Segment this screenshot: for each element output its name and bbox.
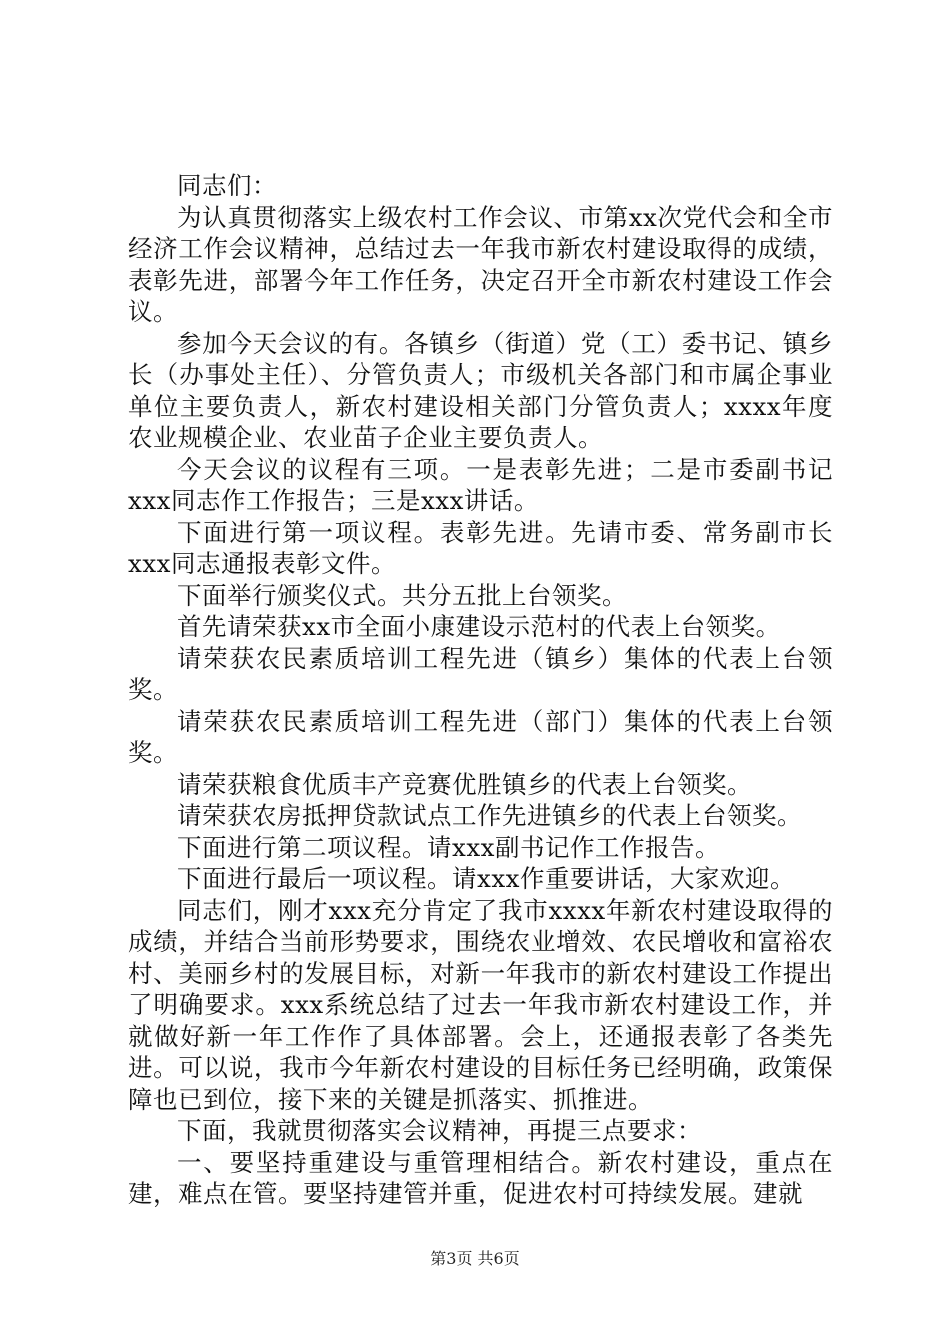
paragraph: 一、要坚持重建设与重管理相结合。新农村建设，重点在建，难点在管。要坚持建管并重，促进农村可持续发展。建就	[128, 1147, 833, 1208]
paragraph: 请荣获粮食优质丰产竞赛优胜镇乡的代表上台领奖。	[177, 769, 752, 799]
paragraph-salutation: 同志们：	[177, 171, 277, 200]
paragraph: 下面进行第二项议程。请xxx副书记作工作报告。	[177, 832, 720, 862]
paragraph: 为认真贯彻落实上级农村工作会议、市第xx次党代会和全市经济工作会议精神，总结过去一年我市新农村建设取得的成绩，表彰先进，部署今年工作任务，决定召开全市新农村建设工作会议。	[128, 202, 833, 326]
paragraph: 参加今天会议的有。各镇乡（街道）党（工）委书记、镇乡长（办事处主任）、分管负责人；市级机关各部门和市属企事业单位主要负责人，新农村建设相关部门分管负责人；xxxx年度农业规模企业、农业苗子企业主要负责人。	[128, 328, 833, 452]
paragraph: 下面，我就贯彻落实会议精神，再提三点要求：	[177, 1116, 702, 1145]
paragraph: 首先请荣获xx市全面小康建设示范村的代表上台领奖。	[177, 612, 781, 641]
paragraph: 下面进行第一项议程。表彰先进。先请市委、常务副市长xxx同志通报表彰文件。	[128, 517, 833, 578]
paragraph: 今天会议的议程有三项。一是表彰先进；二是市委副书记xxx同志作工作报告；三是xxx讲话。	[128, 454, 833, 515]
paragraph: 下面举行颁奖仪式。共分五批上台领奖。	[177, 580, 627, 610]
paragraph: 下面进行最后一项议程。请xxx作重要讲话，大家欢迎。	[177, 864, 795, 893]
page-number-footer: 第3页 共6页	[430, 1249, 520, 1268]
paragraph: 请荣获农房抵押贷款试点工作先进镇乡的代表上台领奖。	[177, 801, 802, 830]
document-body	[128, 170, 833, 1210]
paragraph: 同志们，刚才xxx充分肯定了我市xxxx年新农村建设取得的成绩，并结合当前形势要求，围绕农业增效、农民增收和富裕农村、美丽乡村的发展目标，对新一年我市的新农村建设工作提出了明确要求。xxx系统总结了过去一年我市新农村建设工作，并就做好新一年工作作了具体部署。会上，还通报表彰了各类先进。可以说，我市今年新农村建设的目标任务已经明确，政策保障也已到位，接下来的关键是抓落实、抓推进。	[128, 895, 833, 1114]
paragraph: 请荣获农民素质培训工程先进（镇乡）集体的代表上台领奖。	[128, 643, 833, 704]
paragraph: 请荣获农民素质培训工程先进（部门）集体的代表上台领奖。	[128, 706, 833, 767]
